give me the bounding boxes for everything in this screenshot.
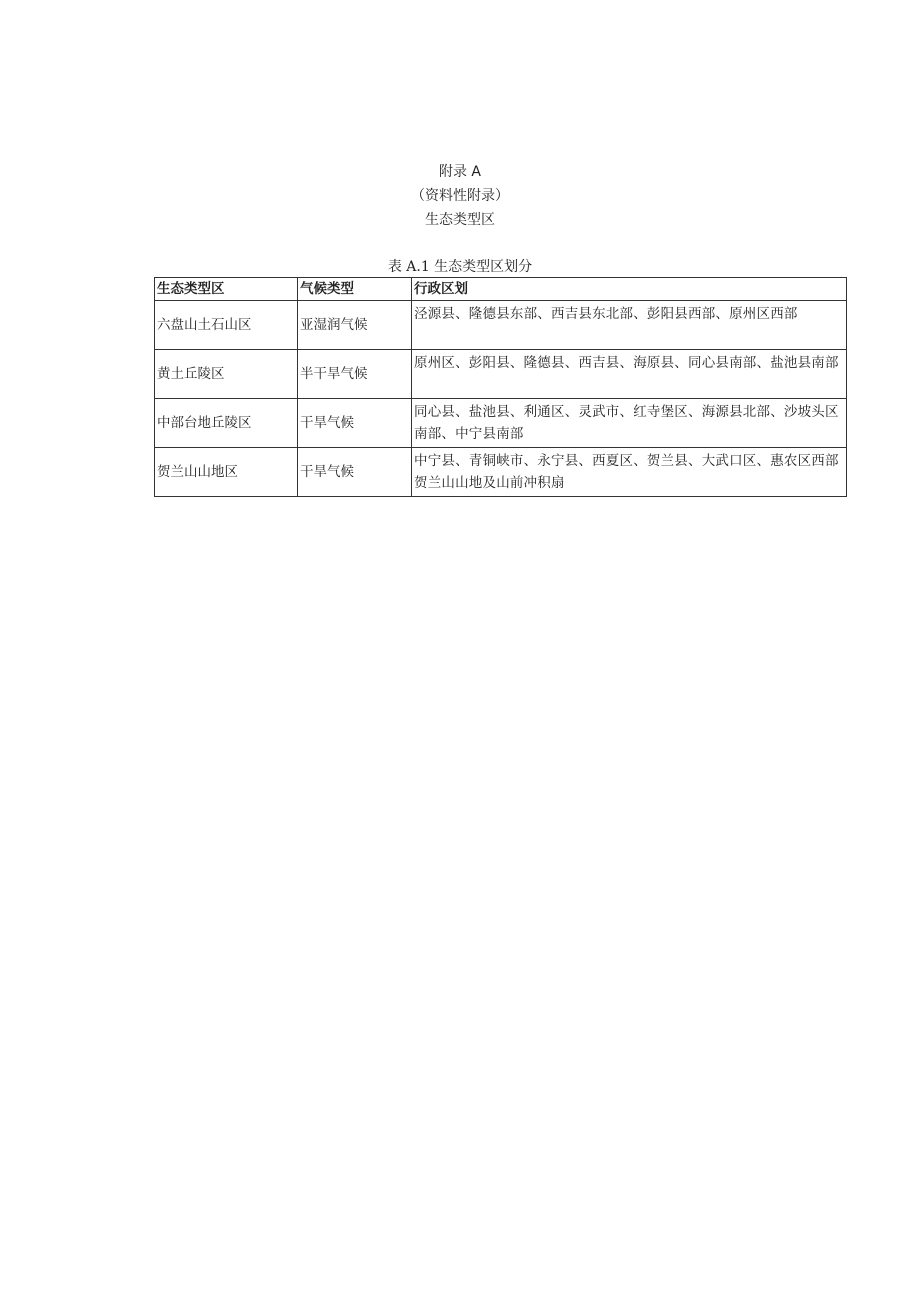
climate-cell: 亚湿润气候	[298, 301, 412, 350]
header-zone: 生态类型区	[155, 278, 298, 301]
table-caption: 表 A.1 生态类型区划分	[387, 259, 533, 275]
ecological-zone-table	[154, 277, 847, 497]
regions-cell: 泾源县、隆德县东部、西吉县东北部、彭阳县西部、原州区西部	[412, 301, 847, 350]
climate-cell: 干旱气候	[298, 448, 412, 497]
table-header-row	[155, 278, 847, 301]
header-climate: 气候类型	[298, 278, 412, 301]
zone-cell: 中部台地丘陵区	[155, 399, 298, 448]
table-row	[155, 399, 847, 448]
climate-cell: 半干旱气候	[298, 350, 412, 399]
regions-cell: 原州区、彭阳县、隆德县、西吉县、海原县、同心县南部、盐池县南部	[412, 350, 847, 399]
appendix-label: 附录 A	[438, 164, 482, 180]
climate-cell: 干旱气候	[298, 399, 412, 448]
appendix-type: （资料性附录）	[411, 188, 509, 204]
table-row	[155, 301, 847, 350]
appendix-title: 生态类型区	[425, 212, 495, 228]
regions-cell: 同心县、盐池县、利通区、灵武市、红寺堡区、海源县北部、沙坡头区南部、中宁县南部	[412, 399, 847, 448]
zone-cell: 贺兰山山地区	[155, 448, 298, 497]
table-row	[155, 448, 847, 497]
regions-cell: 中宁县、青铜峡市、永宁县、西夏区、贺兰县、大武口区、惠农区西部贺兰山山地及山前冲积扇	[412, 448, 847, 497]
zone-cell: 六盘山土石山区	[155, 301, 298, 350]
header-regions: 行政区划	[412, 278, 847, 301]
zone-cell: 黄土丘陵区	[155, 350, 298, 399]
table-row	[155, 350, 847, 399]
